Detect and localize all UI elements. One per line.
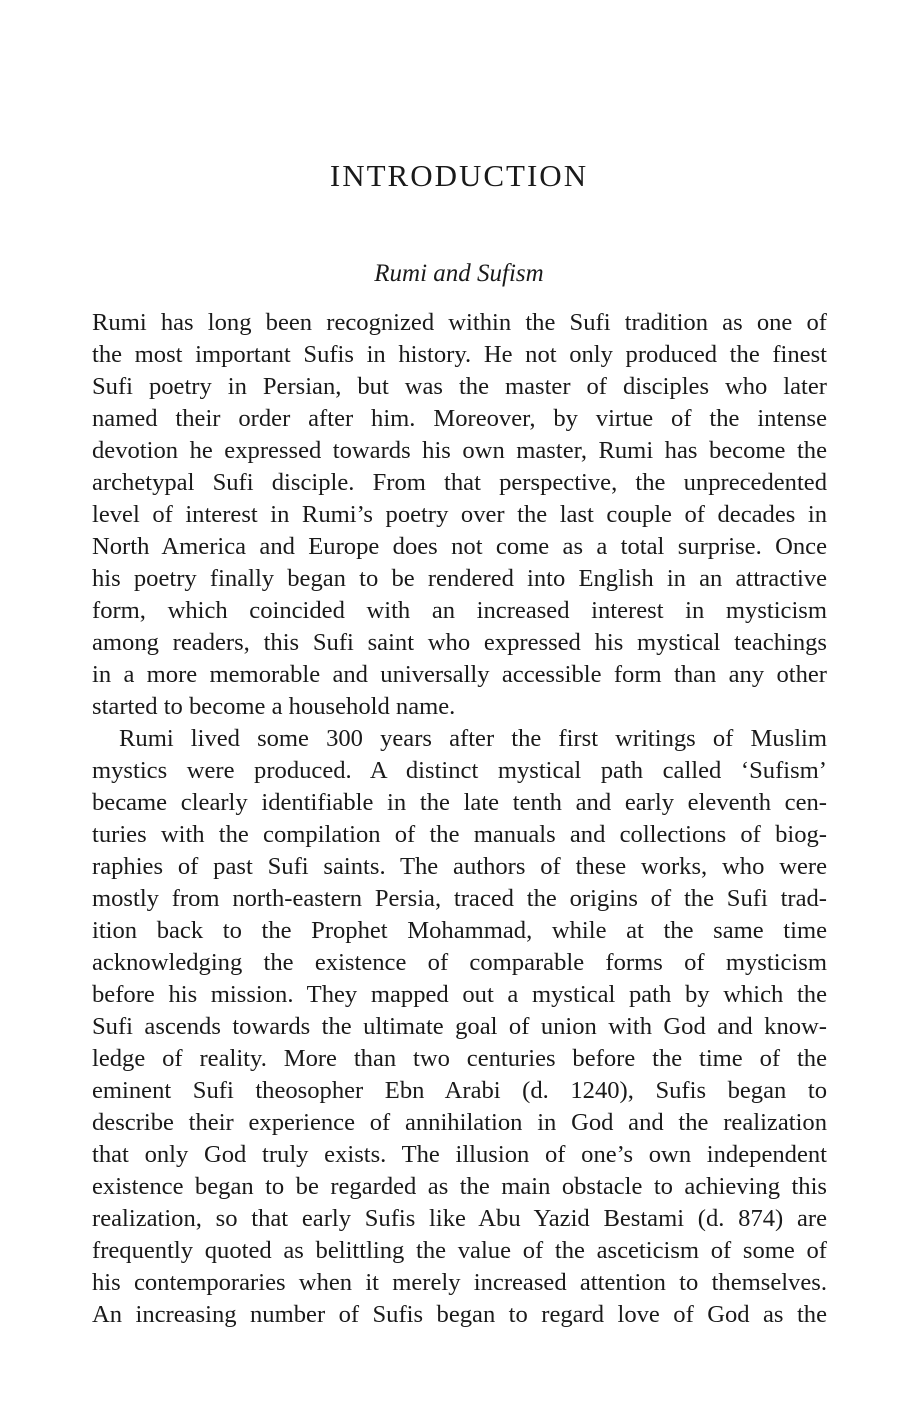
text-line: raphies of past Sufi saints. The authors of these works, who were — [92, 853, 827, 880]
text-line: his contemporaries when it merely increased attention to themselves. — [92, 1269, 827, 1296]
text-line: level of interest in Rumi’s poetry over the last couple of decades in — [92, 501, 827, 528]
text-line: North America and Europe does not come as a total surprise. Once — [92, 533, 827, 560]
text-line: the most important Sufis in history. He not only produced the finest — [92, 341, 827, 368]
section-title: Rumi and Sufism — [374, 260, 544, 287]
text-line: in a more memorable and universally accessible form than any other — [92, 661, 827, 688]
text-line: existence began to be regarded as the main obstacle to achieving this — [92, 1173, 827, 1200]
text-line: realization, so that early Sufis like Abu Yazid Bestami (d. 874) are — [92, 1205, 827, 1232]
chapter-title: INTRODUCTION — [329, 158, 589, 193]
text-line: mystics were produced. A distinct mystical path called ‘Sufism’ — [92, 757, 827, 784]
text-line: ledge of reality. More than two centuries before the time of the — [92, 1045, 827, 1072]
body-text — [92, 307, 827, 1331]
text-line: describe their experience of annihilation in God and the realization — [92, 1109, 827, 1136]
text-line: his poetry finally began to be rendered into English in an attractive — [92, 565, 827, 592]
text-line: among readers, this Sufi saint who expressed his mystical teachings — [92, 629, 827, 656]
text-line: that only God truly exists. The illusion of one’s own independent — [92, 1141, 827, 1168]
text-line: devotion he expressed towards his own master, Rumi has become the — [92, 437, 827, 464]
text-line: frequently quoted as belittling the value of the asceticism of some of — [92, 1237, 827, 1264]
text-line: mostly from north-eastern Persia, traced the origins of the Sufi trad- — [92, 885, 827, 912]
paragraph — [92, 307, 827, 723]
text-line: named their order after him. Moreover, by virtue of the intense — [92, 405, 827, 432]
text-line: archetypal Sufi disciple. From that perspective, the unprecedented — [92, 469, 827, 496]
text-line: Sufi ascends towards the ultimate goal of union with God and know- — [92, 1013, 827, 1040]
text-line: started to become a household name. — [92, 693, 456, 720]
text-line: became clearly identifiable in the late tenth and early eleventh cen- — [92, 789, 827, 816]
text-line: acknowledging the existence of comparable forms of mysticism — [92, 949, 827, 976]
text-line: ition back to the Prophet Mohammad, while at the same time — [92, 917, 827, 944]
text-line: turies with the compilation of the manuals and collections of biog- — [92, 821, 827, 848]
text-line: Rumi lived some 300 years after the first writings of Muslim — [119, 725, 827, 752]
text-line: eminent Sufi theosopher Ebn Arabi (d. 1240), Sufis began to — [92, 1077, 827, 1104]
text-line: An increasing number of Sufis began to regard love of God as the — [92, 1301, 827, 1328]
text-line: Sufi poetry in Persian, but was the master of disciples who later — [92, 373, 827, 400]
text-line: form, which coincided with an increased interest in mysticism — [92, 597, 827, 624]
text-line: Rumi has long been recognized within the Sufi tradition as one of — [92, 309, 827, 336]
text-line: before his mission. They mapped out a mystical path by which the — [92, 981, 827, 1008]
paragraph — [92, 723, 827, 1331]
